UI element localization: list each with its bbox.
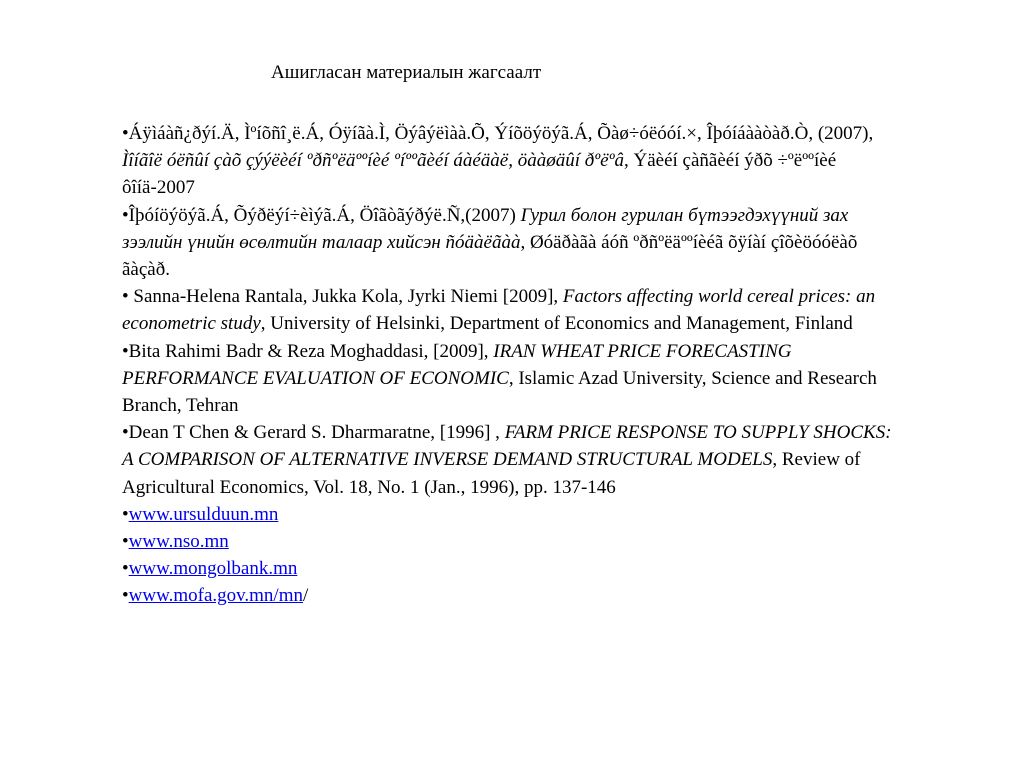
bullet: • [122, 503, 129, 525]
bullet: • [122, 422, 129, 444]
reference-title: IRAN WHEAT PRICE FORECASTING PERFORMANCE EVALUATION OF ECONOMIC [122, 340, 792, 389]
reference-item [122, 202, 892, 284]
reference-title: Factors affecting world cereal prices: an econometric study [122, 286, 876, 335]
bullet: • [122, 204, 129, 226]
reference-text: Sanna-Helena Rantala, Jukka Kola, Jyrki Niemi [2009], [128, 286, 563, 308]
page-title: Ашигласан материалын жагсаалт [271, 62, 542, 83]
bullet: • [122, 340, 129, 362]
reference-source: , Islamic Azad University, Science and Research Branch, Tehran [122, 367, 877, 417]
link-item [122, 582, 892, 609]
reference-text: Dean T Chen & Gerard S. Dharmaratne, [1996] , [128, 422, 505, 444]
bullet: • [122, 123, 129, 144]
reference-source: , Review of Agricultural Economics, Vol. 18, No. 1 (Jan., 1996), pp. 137-146 [122, 449, 861, 498]
link-item [122, 528, 892, 555]
reference-source: , Øóäðàãà áóñ ºðñºëäººíèéã õÿíàí çîõèöóóëàõ ãàçàð. [122, 231, 858, 281]
bullet: • [122, 531, 129, 553]
bullet: • [122, 558, 129, 580]
bullet: • [122, 585, 129, 607]
reference-item [122, 120, 892, 202]
reference-item [122, 338, 892, 420]
reference-list [122, 120, 892, 610]
reference-source: , University of Helsinki, Department of Economics and Management, Finland [260, 313, 853, 335]
reference-title: Ìîíãîë óëñûí çàõ çýýëèéí ºðñºëäººíèé ºíººãèéí áàéäàë, öààøäûí ðºëºâ [122, 150, 624, 172]
reference-text: Îþóíöýöýã.Á, Õýðëýí÷èìýã.Á, Öîãòãýðýë.Ñ,(2007) [128, 204, 521, 226]
reference-text: Áÿìáàñ¿ðýí.Ä, Ìºíõñî¸ë.Á, Óÿíãà.Ì, Öýâýëìàà.Õ, Ýíõöýöýã.Á, Õàø÷óëóóí.×, Îþóíáààòàð.Ò, (2007), [128, 123, 874, 144]
link-mongolbank[interactable]: www.mongolbank.mn [128, 558, 298, 580]
link-item [122, 501, 892, 528]
reference-title: Гурил болон гурилан бүтээгдэхүүний зах зээлийн үнийн өсөлтийн талаар хийсэн ñóäàëãàà [122, 204, 849, 253]
reference-title: FARM PRICE RESPONSE TO SUPPLY SHOCKS: A COMPARISON OF ALTERNATIVE INVERSE DEMAND STRUCTURAL MODELS [122, 422, 892, 471]
reference-item [122, 283, 892, 337]
reference-text: Bita Rahimi Badr & Reza Moghaddasi, [2009], [128, 340, 494, 362]
link-ursulduun[interactable]: www.ursulduun.mn [128, 503, 279, 525]
link-nso[interactable]: www.nso.mn [128, 531, 229, 553]
bullet: • [122, 286, 129, 308]
reference-item [122, 419, 892, 501]
reference-source: , Ýäèéí çàñãèéí ýðõ ÷ºëººíèé ôîíä-2007 [122, 150, 837, 199]
link-mofa[interactable]: www.mofa.gov.mn/mn [128, 585, 303, 607]
link-suffix: / [302, 585, 309, 607]
link-item [122, 555, 892, 582]
